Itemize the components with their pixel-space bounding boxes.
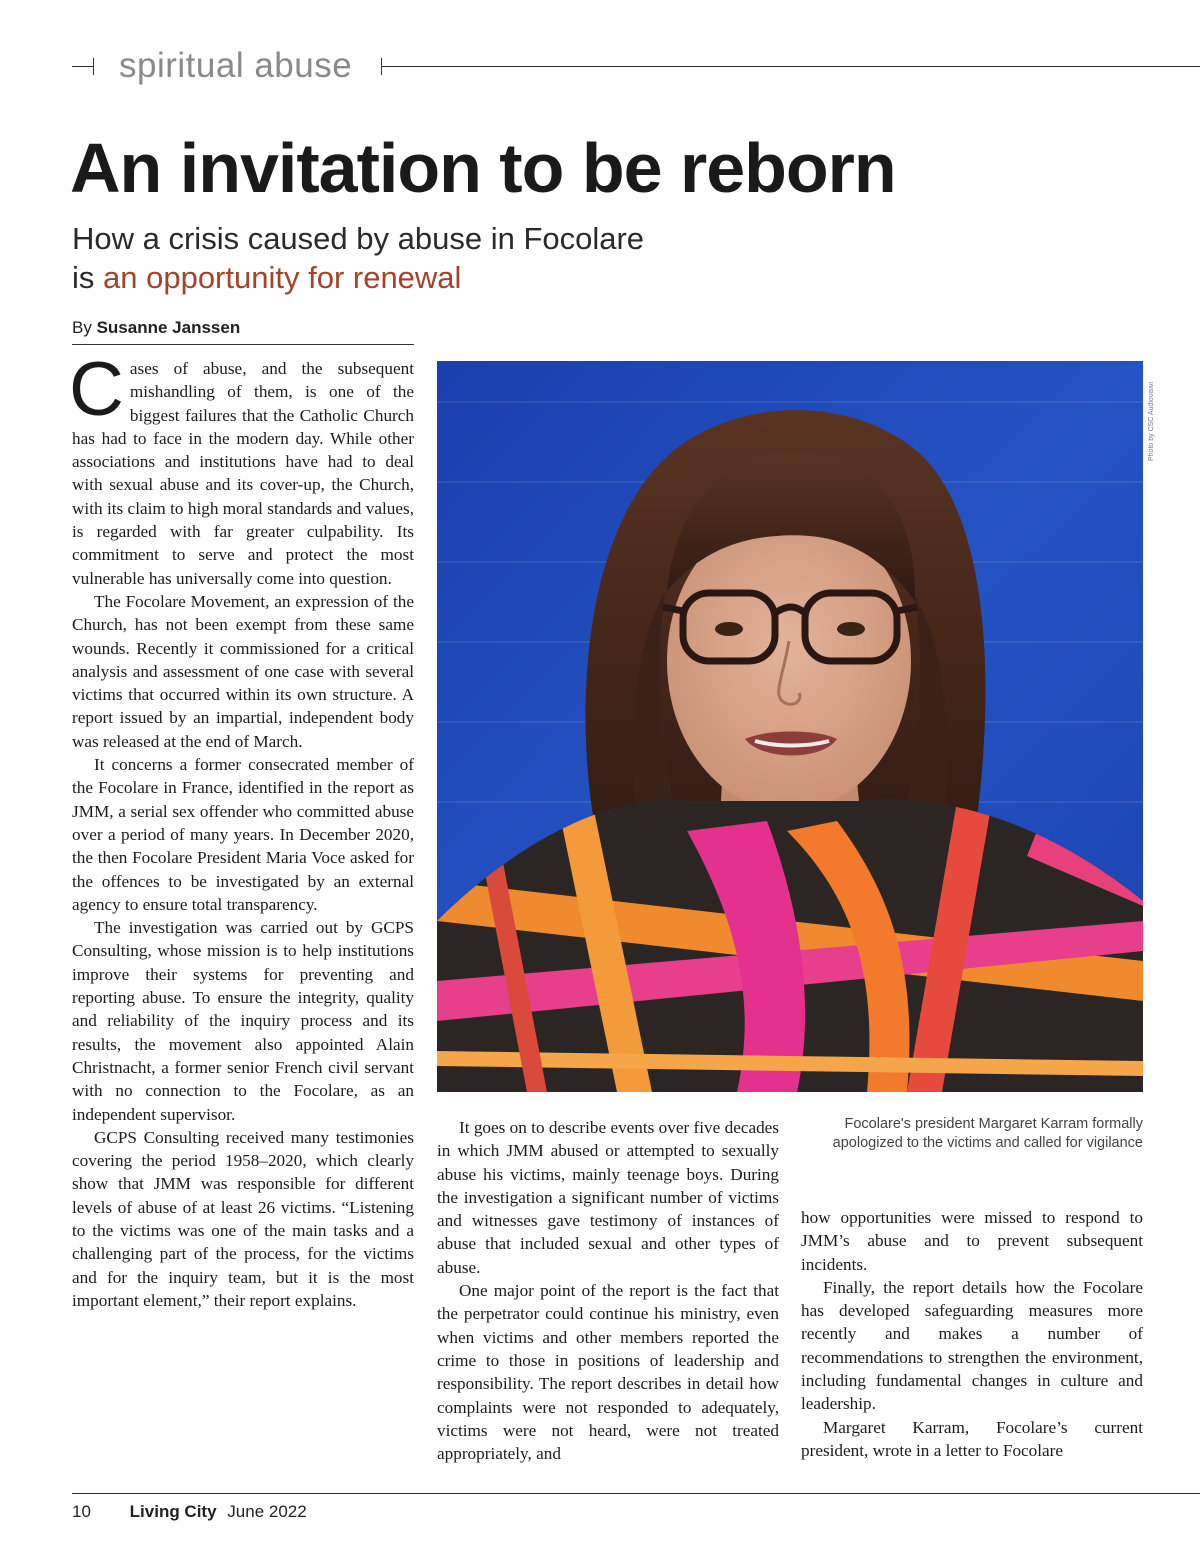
byline-by: By <box>72 318 92 337</box>
article-paragraph-8: how opportunities were missed to respond to JMM’s abuse and to prevent subsequent incidents. <box>801 1208 1143 1274</box>
page-footer <box>72 1499 307 1525</box>
section-label: spiritual abuse <box>119 46 353 85</box>
subtitle-line1: How a crisis caused by abuse in Focolare <box>72 221 645 256</box>
subtitle-accent: an opportunity for renewal <box>103 260 462 295</box>
portrait-photo <box>437 361 1143 1092</box>
section-rule-left <box>72 66 94 67</box>
article-paragraph-7: One major point of the report is the fact that the perpetrator could continue his ministry, even when victims and other members reported the crime to those in positions of leadership and responsibility. The report describes in detail how complaints were not responded to adequately, victims were not heard, were not treated appropriately, and <box>437 1281 779 1464</box>
byline <box>72 317 240 339</box>
article-paragraph-3: It concerns a former consecrated member of the Focolare in France, identified in the report as JMM, a serial sex offender who committed abuse over a period of many years. In December 2020, the then Focolare President Maria Voce asked for the offences to be investigated by an external agency to ensure total transparency. <box>72 755 414 914</box>
article-paragraph-9: Finally, the report details how the Focolare has developed safeguarding measures more recently and makes a number of recommendations to strengthen the environment, including fundamental changes in culture and leadership. <box>801 1277 1143 1414</box>
article-paragraph-4: The investigation was carried out by GCPS Consulting, whose mission is to help institutions improve their systems for preventing and reporting abuse. To ensure the integrity, quality and reliability of the inquiry process and its results, the movement also appointed Alain Christnacht, a former senior French civil servant with no connection to the Focolare, as an independent supervisor. <box>72 918 414 1124</box>
photo-caption: Focolare's president Margaret Karram formally apologized to the victims and called for vigilance <box>832 1116 1143 1151</box>
dropcap: C <box>69 347 124 432</box>
byline-rule <box>72 344 414 345</box>
article-paragraph-10: Margaret Karram, Focolare’s current president, wrote in a letter to Focolare <box>801 1417 1143 1460</box>
section-tick-left <box>93 58 94 75</box>
headline: An invitation to be reborn <box>70 129 896 207</box>
article-column-3 <box>801 1206 1143 1462</box>
magazine-name: Living City <box>129 1502 217 1521</box>
footer-rule <box>72 1493 1200 1494</box>
portrait-illustration <box>437 361 1143 1092</box>
page-number: 10 <box>72 1502 91 1521</box>
article-paragraph-5: GCPS Consulting received many testimonies covering the period 1958–2020, which clearly show that JMM was responsible for different levels of abuse of at least 26 victims. “Listening to the victims was one of the main tasks and a challenging part of the process, for the victims and for the inquiry team, but it is the most important element,” their report explains. <box>72 1127 414 1310</box>
article-column-2 <box>437 1116 779 1465</box>
article-paragraph-1 <box>69 347 414 590</box>
article-column-1 <box>69 347 414 1312</box>
subtitle <box>72 219 644 297</box>
subtitle-prefix: is <box>72 260 103 295</box>
byline-author: Susanne Janssen <box>96 318 241 337</box>
article-paragraph-2: The Focolare Movement, an expression of the Church, has not been exempt from these same wounds. Recently it commissioned for a critical analysis and assessment of one case with several victims that occurred within its own structure. A report issued by an impartial, independent body was released at the end of March. <box>72 591 414 751</box>
photo-credit: Photo by CSC Audiovisivi <box>1148 382 1155 461</box>
issue-date: June 2022 <box>227 1502 307 1521</box>
article-paragraph-6: It goes on to describe events over five decades in which JMM abused or attempted to sexually abuse his victims, mainly teenage boys. During the investigation a significant number of victims and witnesses gave testimony of instances of abuse that included sexual and other types of abuse. <box>437 1118 779 1277</box>
article-paragraph-1-text: ases of abuse, and the subsequent mishandling of them, is one of the biggest failures that the Catholic Church has had to face in the modern day. While other associations and institutions have had to deal with sexual abuse and its cover-up, the Church, with its claim to high moral standards and values, is regarded with far greater culpability. Its commitment to serve and protect the most vulnerable has universally come into question. <box>72 359 414 588</box>
section-rule-right <box>381 66 1200 67</box>
